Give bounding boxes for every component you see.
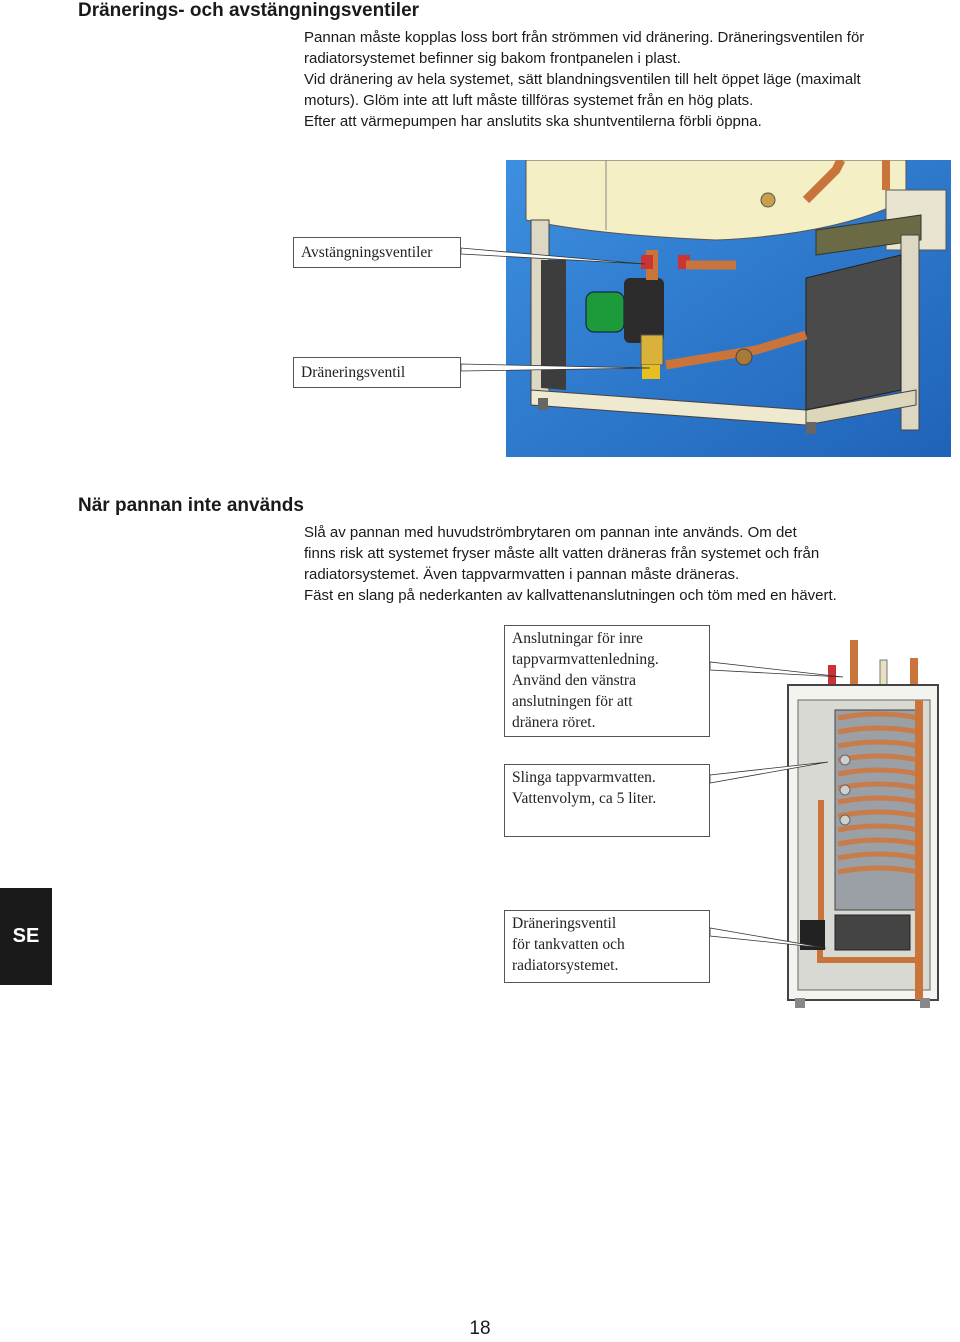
callout-line: Använd den vänstra xyxy=(512,672,636,689)
callout-hot-water-coil xyxy=(504,764,710,837)
text-line: Efter att värmepumpen har anslutits ska shuntventilerna förbli öppna. xyxy=(304,113,762,130)
leader-lines-fig2 xyxy=(708,640,858,980)
not-in-use-instructions xyxy=(304,522,837,606)
callout-label: Dräneringsventil xyxy=(301,364,406,381)
callout-line: Anslutningar för inre xyxy=(512,630,643,647)
text-line: Vid dränering av hela systemet, sätt blandningsventilen till helt öppet läge (maximalt xyxy=(304,71,861,88)
callout-drain-valve xyxy=(293,357,461,388)
section-title-not-in-use: När pannan inte används xyxy=(78,495,304,516)
section-title-drainage-valves: Dränerings- och avstängningsventiler xyxy=(78,0,420,21)
text-line: Pannan måste kopplas loss bort från strömmen vid dränering. Dräneringsventilen för xyxy=(304,29,865,46)
callout-line: Slinga tappvarmvatten. xyxy=(512,769,656,786)
text-line: radiatorsystemet befinner sig bakom frontpanelen i plast. xyxy=(304,50,681,67)
drainage-instructions xyxy=(304,27,864,132)
callout-shutoff-valves xyxy=(293,237,461,268)
callout-line: dränera röret. xyxy=(512,714,596,731)
text-line: Fäst en slang på nederkanten av kallvattenanslutningen och töm med en hävert. xyxy=(304,587,837,604)
text-line: Slå av pannan med huvudströmbrytaren om pannan inte används. Om det xyxy=(304,524,797,541)
callout-line: anslutningen för att xyxy=(512,693,633,710)
callout-inner-connections xyxy=(504,625,710,737)
callout-line: Vattenvolym, ca 5 liter. xyxy=(512,790,657,807)
leader-lines-fig1 xyxy=(460,240,660,390)
callout-tank-drain-valve xyxy=(504,910,710,983)
text-line: radiatorsystemet. Även tappvarmvatten i pannan måste dräneras. xyxy=(304,566,740,583)
callout-line: tappvarmvattenledning. xyxy=(512,651,659,668)
language-tab: SE xyxy=(0,888,52,985)
page-number: 18 xyxy=(469,1318,491,1339)
callout-line: för tankvatten och xyxy=(512,936,625,953)
callout-line: Dräneringsventil xyxy=(512,915,617,932)
text-line: moturs). Glöm inte att luft måste tillföras systemet från en hög plats. xyxy=(304,92,754,109)
callout-line: radiatorsystemet. xyxy=(512,957,619,974)
callout-label: Avstängningsventiler xyxy=(301,244,433,261)
text-line: finns risk att systemet fryser måste allt vatten dräneras från systemet och från xyxy=(304,545,820,562)
